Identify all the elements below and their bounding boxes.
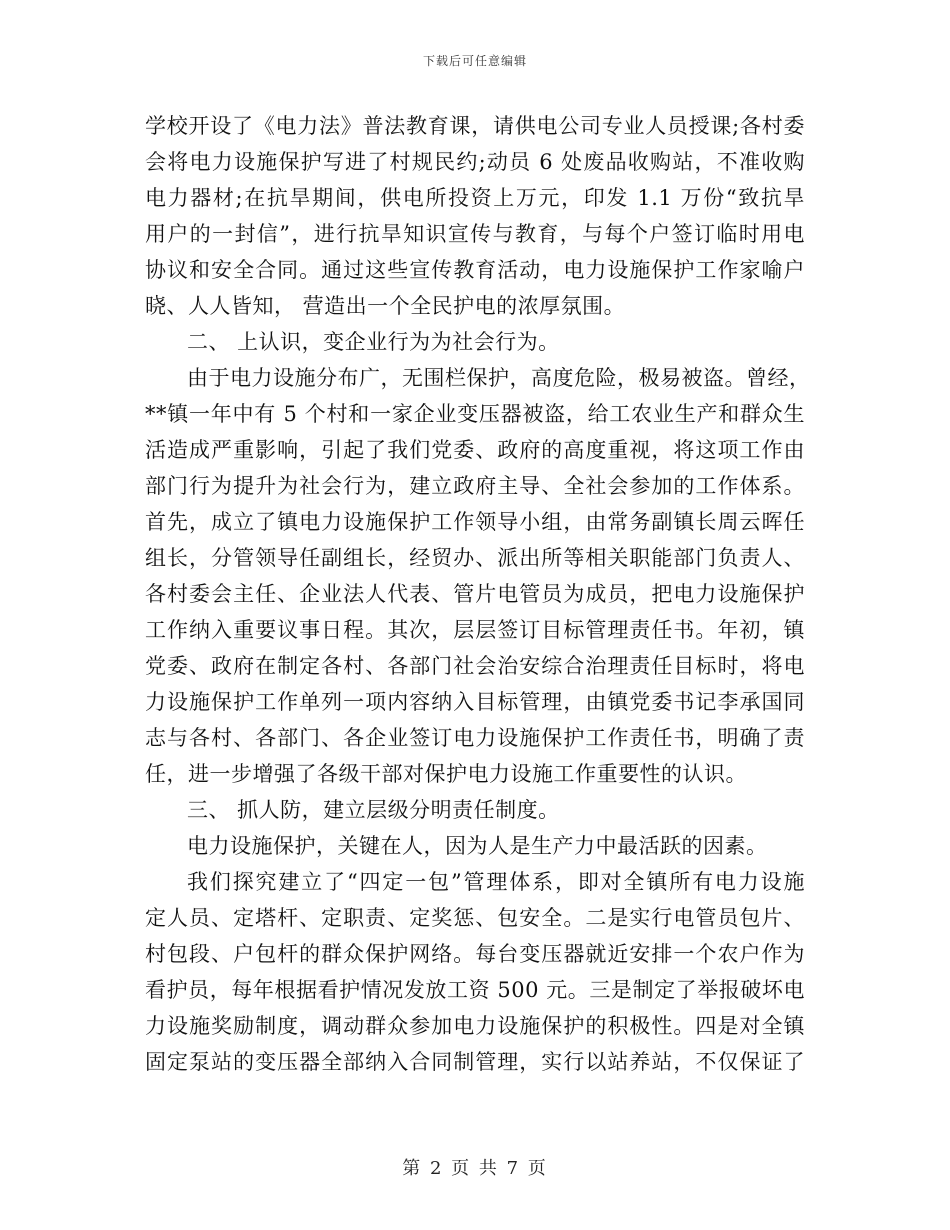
body-line: 定人员、定塔杆、定职责、定奖惩、包安全。二是实行电管员包片、 <box>145 906 805 930</box>
body-line: 由于电力设施分布广，无围栏保护，高度危险，极易被盗。曾经， <box>187 366 811 390</box>
body-line: 电力器材;在抗旱期间，供电所投资上万元，印发 1.1 万份“致抗旱 <box>145 186 805 210</box>
page-number-footer: 第 2 页 共 7 页 <box>402 1158 548 1179</box>
body-line: 志与各村、各部门、各企业签订电力设施保护工作责任书，明确了责 <box>145 726 805 750</box>
body-line: 首先，成立了镇电力设施保护工作领导小组，由常务副镇长周云晖任 <box>145 510 805 534</box>
section-heading-2: 二、 上认识，变企业行为为社会行为。 <box>187 330 560 354</box>
body-line: 会将电力设施保护写进了村规民约;动员 6 处废品收购站，不准收购 <box>145 150 805 174</box>
body-line: 村包段、户包杆的群众保护网络。每台变压器就近安排一个农户作为 <box>145 942 805 966</box>
body-line: 看护员，每年根据看护情况发放工资 500 元。三是制定了举报破坏电 <box>145 978 805 1002</box>
body-line: 任，进一步增强了各级干部对保护电力设施工作重要性的认识。 <box>145 762 747 786</box>
body-line: 用户的一封信”，进行抗旱知识宣传与教育，与每个户签订临时用电 <box>145 222 805 246</box>
body-line: 活造成严重影响，引起了我们党委、政府的高度重视，将这项工作由 <box>145 438 805 462</box>
body-line: 协议和安全合同。通过这些宣传教育活动，电力设施保护工作家喻户 <box>145 258 805 282</box>
body-line: 我们探究建立了“四定一包”管理体系，即对全镇所有电力设施 <box>187 870 805 894</box>
body-line: **镇一年中有 5 个村和一家企业变压器被盗，给工农业生产和群众生 <box>145 402 805 426</box>
body-line: 工作纳入重要议事日程。其次，层层签订目标管理责任书。年初，镇 <box>145 618 805 642</box>
body-line: 各村委会主任、企业法人代表、管片电管员为成员，把电力设施保护 <box>145 582 805 606</box>
body-line: 晓、人人皆知， 营造出一个全民护电的浓厚氛围。 <box>145 294 626 318</box>
body-line: 力设施保护工作单列一项内容纳入目标管理，由镇党委书记李承国同 <box>145 690 805 714</box>
body-line: 学校开设了《电力法》普法教育课，请供电公司专业人员授课;各村委 <box>145 114 805 138</box>
body-line: 力设施奖励制度，调动群众参加电力设施保护的积极性。四是对全镇 <box>145 1014 805 1038</box>
document-body <box>145 108 811 1080</box>
section-heading-3: 三、 抓人防，建立层级分明责任制度。 <box>187 798 560 822</box>
page-header-note: 下载后可任意编辑 <box>422 54 527 68</box>
body-line: 组长，分管领导任副组长，经贸办、派出所等相关职能部门负责人、 <box>145 546 805 570</box>
body-line: 部门行为提升为社会行为，建立政府主导、全社会参加的工作体系。 <box>145 474 805 498</box>
body-line: 党委、政府在制定各村、各部门社会治安综合治理责任目标时，将电 <box>145 654 805 678</box>
body-line: 固定泵站的变压器全部纳入合同制管理，实行以站养站，不仅保证了 <box>145 1050 805 1074</box>
body-line: 电力设施保护，关键在人，因为人是生产力中最活跃的因素。 <box>187 834 768 858</box>
